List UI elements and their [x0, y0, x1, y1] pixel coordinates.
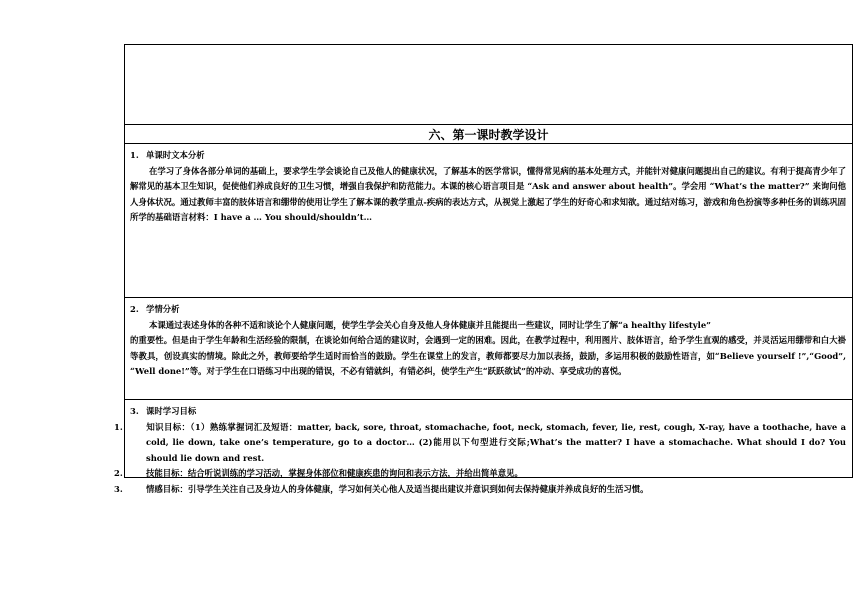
section-title: 六、第一课时教学设计: [428, 128, 549, 142]
objective-item-number: 1.: [114, 421, 123, 432]
objective-item-knowledge: [114, 420, 846, 467]
objective-item-text: 技能目标：结合听说训练的学习活动，掌握身体部位和健康疾患的询问和表示方法，并给出简单意见。: [146, 468, 523, 479]
learner-analysis-paragraph-first: 本课通过表述身体的各种不适和谈论个人健康问题，使学生学会关心自身及他人身体健康并且能提出一些建议，同时让学生了解“a healthy lifestyle”: [149, 319, 711, 330]
text-analysis-paragraph: 在学习了身体各部分单词的基础上，要求学生学会谈论自己及他人的健康状况，了解基本的医学常识，懂得常见病的基本处理方式，并能针对健康问题提出自己的建议。有利于提高青少年了解常见的基本卫生知识，促使他们养成良好的卫生习惯，增强自我保护和防范能力。本课的核心语言项目是 “Ask and answer about health”。学会用 “What’s the matter?” 来询问他人身体状况。通过教师丰富的肢体语言和绷带的使用让学生了解本课的教学重点-疾病的表达方式，从视觉上激起了学生的好奇心和求知欲。通过结对练习，游戏和角色扮演等多种任务的训练巩固所学的基础语言材料：I have a … You should/shouldn’t…: [130, 165, 846, 223]
objective-item-number: 3.: [114, 483, 123, 494]
learner-analysis-paragraph-rest: 的重要性。但是由于学生年龄和生活经验的限制，在谈论如何给合适的建议时，会遇到一定的困难。因此，在教学过程中，利用图片、肢体语言，给予学生直观的感受，并灵活运用绷带和白大褂等教具，创设真实的情境。除此之外，教师要给学生适时而恰当的鼓励。学生在课堂上的发言，教师都要尽力加以表扬，鼓励，多运用积极的鼓励性语言，如“Believe yourself !”,“Good”, “Well done!”等。对于学生在口语练习中出现的错误，不必有错就纠，有错必纠，使学生产生“跃跃欲试”的冲动、享受成功的喜悦。: [130, 335, 846, 377]
lesson-design-table: [114, 44, 853, 494]
objectives-cell: [114, 400, 852, 494]
learner-analysis-heading: [130, 302, 846, 318]
learner-analysis-number: 2.: [130, 304, 139, 314]
objective-item-text: 情感目标：引导学生关注自己及身边人的身体健康，学习如何关心他人及适当提出建议并意识到如何去保持健康并养成良好的生活习惯。: [146, 483, 649, 494]
objective-item-emotion: [114, 482, 846, 498]
objective-item-skill: [114, 466, 846, 482]
text-analysis-heading: [130, 148, 846, 164]
learner-analysis-heading-label: 学情分析: [146, 304, 180, 314]
objectives-heading: [130, 404, 846, 420]
learner-analysis-cell: [125, 298, 852, 400]
section-title-row: [125, 125, 852, 144]
text-analysis-number: 1.: [130, 150, 139, 160]
text-analysis-heading-label: 单课时文本分析: [146, 150, 205, 160]
objectives-number: 3.: [130, 406, 139, 416]
objective-item-text: 知识目标：（1）熟练掌握词汇及短语：matter, back, sore, throat, stomachache, foot, neck, stomach, fever, lie, rest, cough, X-ray, have a toothache, have a cold, lie down, take one’s temperature, go to a doctor… (2)能用以下句型进行交际;What’s the matter? I have a stomachache. What should I do? You should lie down and rest.: [146, 421, 846, 463]
objectives-heading-label: 课时学习目标: [146, 406, 197, 416]
text-analysis-cell: [125, 144, 852, 298]
objective-item-number: 2.: [114, 468, 123, 479]
empty-cell: [125, 45, 852, 125]
